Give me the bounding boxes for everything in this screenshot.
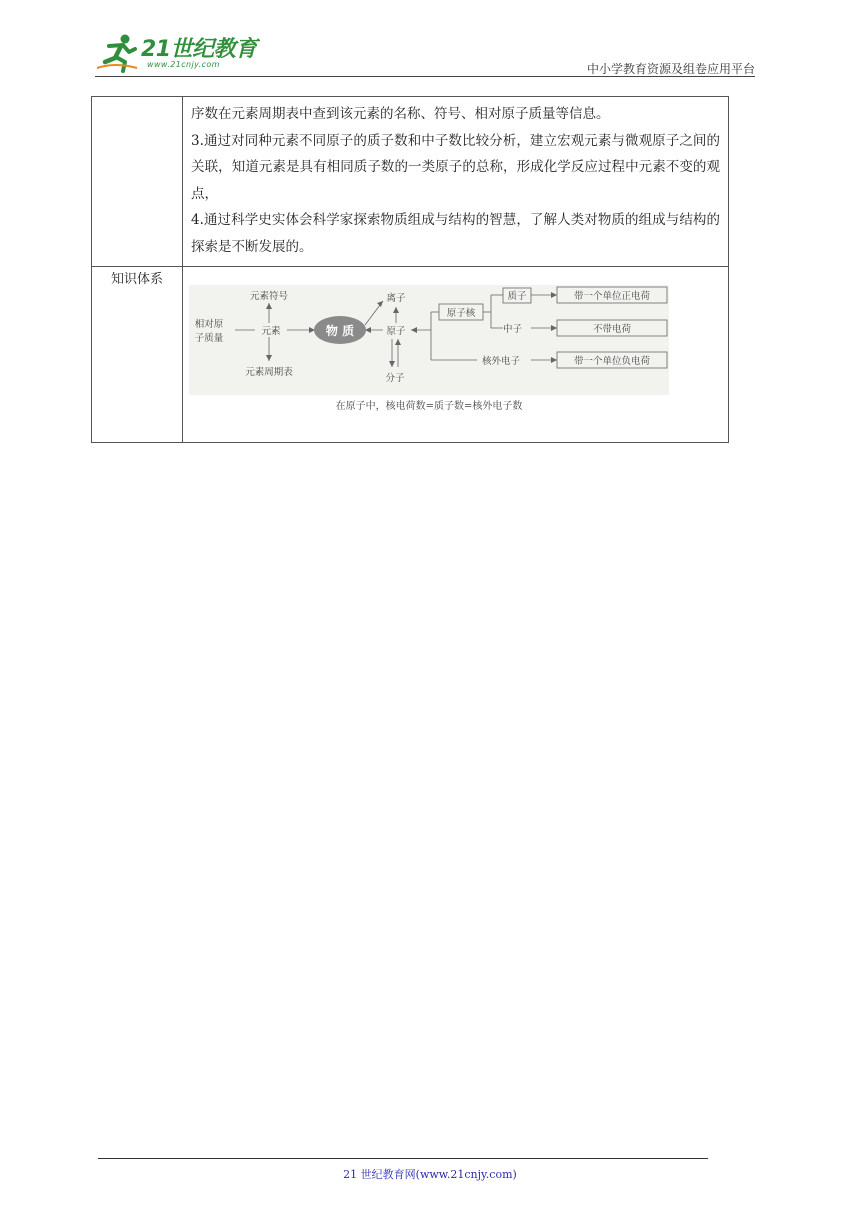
electron-label: 核外电子 — [481, 356, 521, 367]
neutron-label: 中子 — [503, 324, 523, 335]
lesson-table — [91, 96, 729, 443]
goals-content-cell — [183, 97, 729, 267]
goals-paragraph: 4.通过科学史实体会科学家探索物质组成与结构的智慧，了解人类对物质的组成与结构的探索是不断发展的。 — [191, 212, 720, 255]
relative-mass-label: 相对原 — [194, 319, 224, 330]
electron-charge-label: 带一个单位负电荷 — [573, 356, 651, 367]
neutron-charge-label: 不带电荷 — [592, 324, 632, 335]
proton-label: 质子 — [507, 291, 527, 302]
element-label: 元素 — [261, 326, 281, 337]
periodic-table-label: 元素周期表 — [245, 367, 293, 378]
logo-url: www.21cnjy.com — [147, 60, 220, 69]
goals-label-cell — [92, 97, 183, 267]
nucleus-label: 原子核 — [446, 308, 476, 319]
runner-logo-icon — [95, 32, 139, 74]
molecule-label: 分子 — [385, 373, 405, 384]
knowledge-label: 知识体系 — [92, 267, 183, 443]
proton-charge-label: 带一个单位正电荷 — [573, 291, 651, 302]
goals-paragraph: 3.通过对同种元素不同原子的质子数和中子数比较分析，建立宏观元素与微观原子之间的关联，知道元素是具有相同质子数的一类原子的总称，形成化学反应过程中元素不变的观点， — [191, 132, 720, 202]
footer-divider — [98, 1158, 708, 1159]
logo-text: 21世纪教育 — [141, 37, 257, 62]
table-row — [92, 97, 729, 267]
diagram-caption: 在原子中，核电荷数=质子数=核外电子数 — [335, 401, 523, 412]
atom-label: 原子 — [386, 326, 406, 337]
footer-link[interactable]: 21 世纪教育网(www.21cnjy.com) — [343, 1168, 517, 1181]
knowledge-diagram-cell — [183, 267, 729, 443]
knowledge-diagram — [189, 285, 669, 426]
header-divider — [95, 76, 755, 77]
table-row — [92, 267, 729, 443]
element-symbol-label: 元素符号 — [249, 291, 289, 302]
page-header — [95, 30, 755, 78]
ion-label: 离子 — [386, 293, 406, 304]
goals-paragraph: 序数在元素周期表中查到该元素的名称、符号、相对原子质量等信息。 — [191, 106, 610, 122]
center-label: 物 质 — [325, 324, 355, 338]
logo[interactable] — [95, 32, 265, 74]
relative-mass-label: 子质量 — [194, 333, 224, 344]
platform-title: 中小学教育资源及组卷应用平台 — [586, 62, 755, 76]
